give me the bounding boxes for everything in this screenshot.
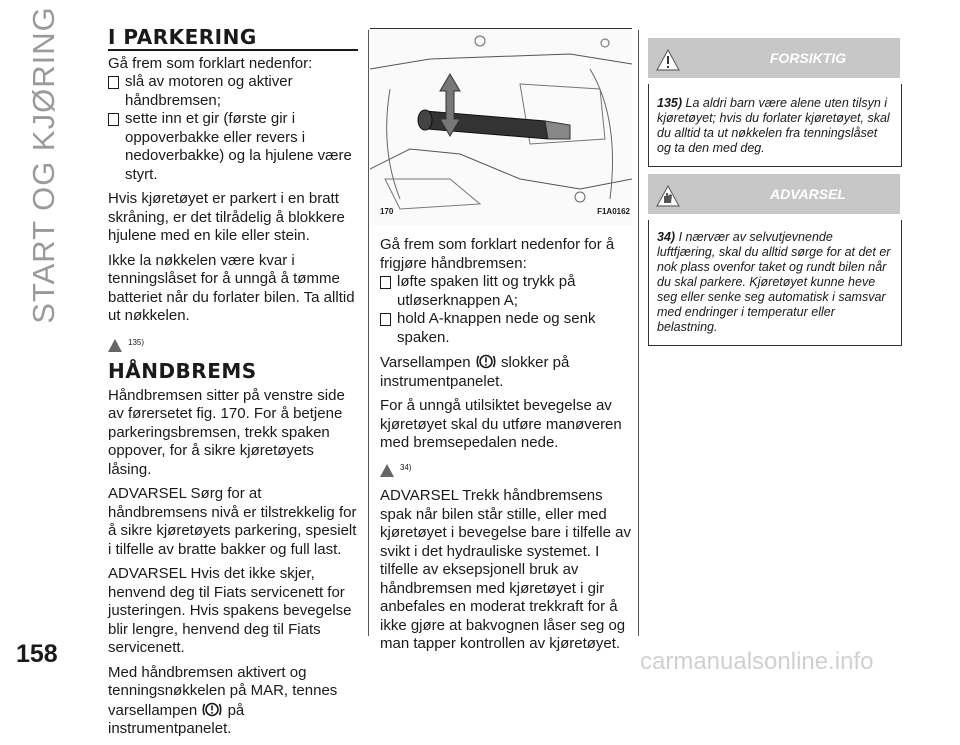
caution-title: FORSIKTIG (769, 50, 847, 66)
handbrake-illustration (370, 29, 632, 225)
warning-reference (380, 459, 632, 478)
warning-reference (108, 334, 358, 353)
bullet-text: hold A-knappen nede og senk spaken. (397, 310, 596, 346)
warning-ref-number: 135) (128, 337, 145, 347)
figure-caption (380, 207, 630, 216)
warning-ref-number: 34) (400, 462, 412, 472)
warning-body (648, 220, 902, 346)
figure-number: 170 (380, 207, 394, 216)
warning-header (648, 174, 900, 214)
lamp-text-before: Med håndbremsen aktivert og tenningsnøkkelen på MAR, tennes varsellampen (108, 663, 338, 719)
brake-warning-lamp-icon (475, 353, 497, 370)
paragraph (380, 353, 632, 391)
paragraph: Ikke la nøkkelen være kvar i tenningslåset for å unngå å tømme batteriet når du forlater bilen. Ta alltid ut nøkkelen. (108, 251, 355, 324)
paragraph: For å unngå utilsiktet bevegelse av kjøretøyet skal du utføre manøveren med bremsepedalen nede. (380, 397, 622, 451)
paragraph: ADVARSEL Sørg for at håndbremsens nivå er tilstrekkelig for å sikre kjøretøyets parkering, spesielt i tilfelle av bratte bakker og full last. (108, 485, 357, 558)
caution-text: La aldri barn være alene uten tilsyn i kjøretøyet; hvis du forlater kjøretøyet, skal du alltid ta ut nøkkelen fra tenningslåset og ta den med deg. (657, 96, 890, 155)
warning-ref: 34) (657, 230, 676, 244)
paragraph: Hvis kjøretøyet er parkert i en bratt skråning, er det tilrådelig å blokkere hjulene med en kile eller stein. (108, 190, 345, 244)
caution-triangle-icon (656, 49, 680, 71)
bullet-text: sette inn et gir (første gir i oppoverbakke eller revers i nedoverbakke) og la hjulene være styrt. (125, 110, 352, 183)
bullet-text: slå av motoren og aktiver håndbremsen; (125, 73, 293, 109)
column-2 (380, 236, 632, 660)
parking-intro: Gå frem som forklart nedenfor: (108, 54, 313, 72)
release-intro: Gå frem som forklart nedenfor for å frigjøre håndbremsen: (380, 236, 615, 272)
caution-ref: 135) (657, 96, 683, 110)
lamp-text-after: slokker på instrumentpanelet. (380, 354, 570, 390)
paragraph (108, 664, 358, 739)
list-item (108, 110, 358, 184)
list-item (108, 73, 358, 110)
warning-triangle-icon (108, 339, 122, 352)
paragraph: ADVARSEL Trekk håndbremsens spak når bilen står stille, eller med kjøretøyet i bevegelse bare i tilfelle av svikt i det hydrauliske systemet. I tilfelle av eksepsjonell bruk av håndbremsen med kjøretøyet i gir anbefales en moderat trekkraft for å ikke gjøre at bakvognen låser seg og man tapper kontrollen av kjøretøyet. (380, 487, 631, 652)
caution-body (648, 84, 902, 167)
list-item (380, 273, 632, 310)
column-divider-right (638, 30, 639, 636)
watermark: carmanualsonline.info (640, 648, 874, 675)
checkbox-bullet-icon (108, 113, 119, 126)
paragraph: Håndbremsen sitter på venstre side av førersetet fig. 170. For å betjene parkeringsbremsen, trekk spaken oppover, for å sikre kjøretøyets låsing. (108, 386, 345, 478)
column-divider-left (368, 30, 369, 636)
checkbox-bullet-icon (380, 313, 391, 326)
checkbox-bullet-icon (108, 76, 119, 89)
handbrake-figure (370, 28, 632, 225)
warning-text: I nærvær av selvutjevnende luftfjæring, skal du alltid sørge for at det er nok plass ovenfor taket og rundt bilen når du skal parkere. Kjøretøyet kunne heve seg eller senke seg automatisk i samsvar med endringer i temperatur eller belastning. (657, 230, 891, 334)
column-1 (108, 25, 358, 745)
checkbox-bullet-icon (380, 276, 391, 289)
lamp-text-before: Varsellampen (380, 354, 471, 371)
caution-header (648, 38, 900, 78)
lamp-text-after: på instrumentpanelet. (108, 701, 245, 737)
brake-warning-lamp-icon (201, 701, 223, 718)
paragraph: ADVARSEL Hvis det ikke skjer, henvend deg til Fiats servicenett for justeringen. Hvis spakens bevegelse blir lengre, henvend deg til Fiats servicenett. (108, 565, 352, 656)
page-number: 158 (16, 640, 58, 668)
warning-hand-icon (656, 185, 680, 207)
section-side-title: START OG KJØRING (26, 6, 61, 324)
heading-parkering: I PARKERING (108, 28, 358, 51)
list-item (380, 310, 632, 347)
bullet-text: løfte spaken litt og trykk på utløserknappen A; (397, 273, 576, 309)
warning-title: ADVARSEL (770, 186, 846, 202)
warning-triangle-icon (380, 464, 394, 477)
figure-code: F1A0162 (597, 207, 630, 216)
heading-handbrems: HÅNDBREMS (108, 359, 257, 383)
